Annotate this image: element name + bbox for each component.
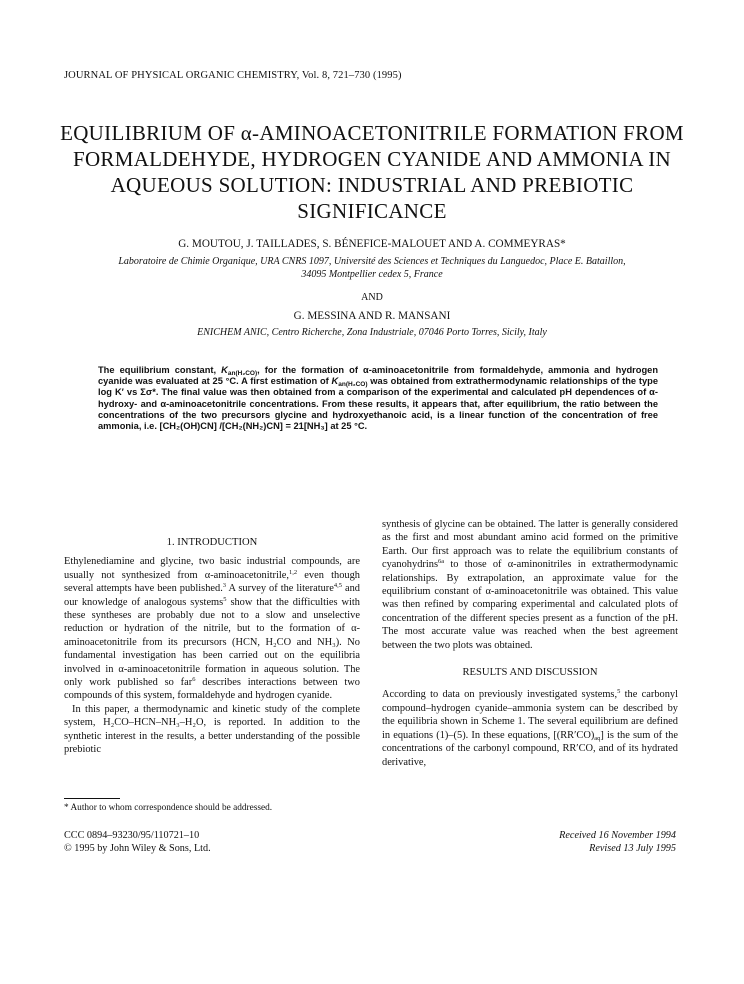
abstract xyxy=(98,365,658,432)
affiliation-line: 34095 Montpellier cedex 5, France xyxy=(301,268,443,280)
copyright-block xyxy=(64,830,211,855)
title-line: AQUEOUS SOLUTION: INDUSTRIAL AND PREBIOTIC xyxy=(110,173,634,197)
copyright-line: © 1995 by John Wiley & Sons, Ltd. xyxy=(64,842,211,854)
text-run: show that the difficulties with these syntheses are probably due not to a slow and unselective reduction or hydration of the nitrile, but to the formation of α-aminoacetonitrile from its precursors (HCN, H₂CO and NH₃). No fundamental investigation has been carried out on the equilibria involved in α-aminoacetonitrile formation in aqueous solution. The only work published so far xyxy=(64,596,361,689)
and-separator: AND xyxy=(361,292,383,303)
text-run: describes interactions between two compounds of this system, formaldehyde and hydrogen cyanide. xyxy=(64,677,360,702)
k-subscript: an(H₂CO) xyxy=(227,370,258,377)
k-symbol: K xyxy=(221,365,228,375)
text-run: synthesis of glycine can be obtained. The latter is generally considered as the first and most abundant amino acid formed on the primitive Earth. Our first approach was to relate the equilibrium constants of cyanohydrins xyxy=(382,519,678,571)
revised-date: Revised 13 July 1995 xyxy=(589,842,676,854)
footnote-divider xyxy=(64,798,120,799)
k-subscript: an(H₂CO) xyxy=(338,381,368,389)
text-run: A survey of the literature xyxy=(226,583,334,595)
citation-ref: 1,2 xyxy=(288,568,298,576)
paper-title xyxy=(60,120,684,224)
intro-paragraph-2: In this paper, a thermodynamic and kinetic study of the complete system, H₂CO–HCN–NH₃–H₂O, is reported. In addition to the synthetic interest in the results, a better understanding of the possible prebiotic xyxy=(64,703,360,756)
results-paragraph-1 xyxy=(382,688,678,768)
abstract-text: was obtained from extrathermodynamic relationships of the type log K′ vs Σσ*. The final value was then obtained from a comparison of the experimental and calculated pH dependences of α-hydroxy- and α-aminoacetonitrile concentrations. From these results, it appears that, after equilibrium, the ratio between the concentrations of the two precursors glycine and hydroxyethanoic acid, is a linear function of the concentration of free ammonia, i.e. [CH₂(OH)CN] /[CH₂(NH₂)CN] = 21[NH₃] at 25 °C. xyxy=(98,376,658,432)
title-line: SIGNIFICANCE xyxy=(297,199,447,223)
text-run: and our knowledge of analogous systems xyxy=(64,583,360,608)
affiliation-line: Laboratoire de Chimie Organique, URA CNRS 1097, Université des Sciences et Techniques du Languedoc, Place E. Bataillon, xyxy=(118,256,626,267)
affiliation-2: ENICHEM ANIC, Centro Richerche, Zona Industriale, 07046 Porto Torres, Sicily, Italy xyxy=(197,327,547,338)
author-list-1: G. MOUTOU, J. TAILLADES, S. BÉNEFICE-MALOUET AND A. COMMEYRAS* xyxy=(178,238,566,250)
left-column xyxy=(64,536,360,757)
abstract-text: The equilibrium constant, xyxy=(98,365,222,375)
ccc-code: CCC 0894–93230/95/110721–10 xyxy=(64,830,200,841)
citation-ref: 3 xyxy=(222,582,227,590)
abstract-text: , for the formation of α-aminoacetonitrile from formaldehyde, ammonia and hydrogen cyanide was evaluated at 25 °C. A first estimation of xyxy=(98,365,658,387)
received-date: Received 16 November 1994 xyxy=(559,830,676,841)
citation-ref: 5 xyxy=(223,595,227,603)
k-symbol: K xyxy=(331,376,339,387)
text-run: to those of α-aminonitriles in extrathermodynamic relationships. By extrapolation, an approximate value for the equilibrium constant of α-aminoacetonitrile was obtained. This value was then refined by comparing experimental and calculated plots of concentration of the different species present as a function of the pH. The most accurate value was reached when the best agreement between the two plots was obtained. xyxy=(382,559,678,651)
citation-ref: 5 xyxy=(617,688,621,696)
title-line: FORMALDEHYDE, HYDROGEN CYANIDE AND AMMONIA IN xyxy=(72,147,671,171)
text-run: the carbonyl compound–hydrogen cyanide–ammonia system can be described by the equilibria shown in Scheme 1. The several equilibrium are defined in equations (1)–(5). In these equations, [(RR′CO) xyxy=(382,689,678,741)
affiliation-1 xyxy=(80,256,664,281)
received-dates xyxy=(430,830,676,855)
intro-paragraph-1 xyxy=(64,555,360,702)
text-run: even though several attempts have been published. xyxy=(64,569,360,595)
citation-ref: 6 xyxy=(192,676,196,684)
citation-ref: 6a xyxy=(437,558,445,566)
author-list-2: G. MESSINA AND R. MANSANI xyxy=(293,310,451,322)
journal-header: JOURNAL OF PHYSICAL ORGANIC CHEMISTRY, Vol. 8, 721–730 (1995) xyxy=(64,70,402,81)
subscript: aq xyxy=(594,734,601,742)
footnote: * Author to whom correspondence should be addressed. xyxy=(64,803,273,813)
text-run: Ethylenediamine and glycine, two basic industrial compounds, are usually not synthesized from α-aminoacetonitrile, xyxy=(64,556,360,581)
citation-ref: 4,5 xyxy=(333,582,342,590)
right-column xyxy=(382,518,678,769)
section-heading-results: RESULTS AND DISCUSSION xyxy=(462,667,598,679)
title-line: EQUILIBRIUM OF α-AMINOACETONITRILE FORMATION FROM xyxy=(60,121,684,145)
text-run: ] is the sum of the concentrations of the carbonyl compound, RR′CO, and of its hydrated derivative, xyxy=(382,729,678,768)
intro-paragraph-3 xyxy=(382,518,678,652)
text-run: According to data on previously investigated systems, xyxy=(382,689,618,701)
section-heading-introduction: 1. INTRODUCTION xyxy=(166,537,258,548)
